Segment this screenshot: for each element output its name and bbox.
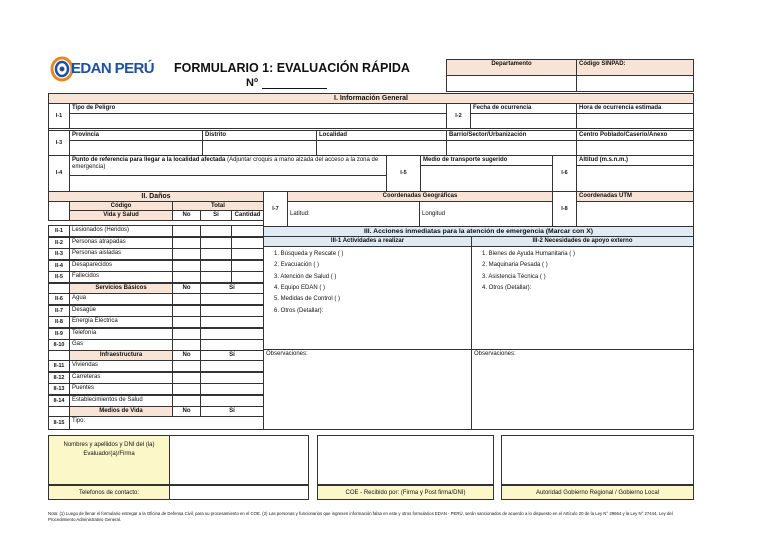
cantidad-header: Cantidad — [231, 210, 264, 221]
no-checkbox-cell[interactable] — [172, 328, 201, 340]
autoridad-label: Autoridad Gobierno Regional / Gobierno Local — [501, 485, 694, 500]
section-3-title: III. Acciones inmediatas para la atención de emergencia (Marcar con X) — [263, 226, 694, 237]
row-label: Desagüe — [69, 305, 173, 317]
no-checkbox-cell[interactable] — [172, 316, 201, 328]
telefonos-field[interactable] — [169, 485, 309, 500]
telefonos-label: Telefonos de contacto: — [48, 485, 170, 500]
row-code-ii15: II-15 — [48, 416, 70, 430]
si-checkbox-cell[interactable] — [200, 260, 232, 272]
row-label: Gas — [69, 339, 173, 351]
row-code: II-4 — [48, 260, 70, 272]
barrio-label: Barrio/Sector/Urbanización — [446, 130, 577, 141]
form-number-line — [262, 88, 327, 89]
section-2-corner — [48, 201, 70, 221]
localidad-label: Localidad — [316, 130, 447, 141]
medios-vida-header: Medios de Vida — [69, 406, 173, 417]
row-code-i3: I-3 — [48, 130, 70, 156]
no-checkbox-cell[interactable] — [172, 248, 201, 260]
row-code: II-7 — [48, 305, 70, 317]
checklist-item[interactable]: 4. Equipo EDAN ( ) — [274, 284, 326, 291]
codigo-header: Código — [69, 201, 173, 211]
cantidad-field[interactable] — [231, 237, 264, 249]
row-code-i2: I-2 — [446, 103, 471, 129]
row-code: II-3 — [48, 248, 70, 260]
row-code-i1: I-1 — [48, 103, 70, 129]
observaciones-2[interactable]: Observaciones: — [471, 349, 694, 430]
row-code-i8: I-8 — [552, 191, 577, 227]
section-2-title: II. Daños — [48, 191, 264, 202]
coord-geo-header: Coordenadas Geográficas — [287, 191, 553, 202]
tipo-peligro-field[interactable] — [69, 113, 447, 129]
si-checkbox-cell[interactable] — [200, 395, 264, 407]
observaciones-1[interactable]: Observaciones: — [263, 349, 472, 430]
fecha-field[interactable] — [470, 113, 577, 129]
punto-referencia-label — [69, 155, 387, 176]
row-code: II-10 — [48, 339, 70, 351]
no-checkbox-cell[interactable] — [172, 395, 201, 407]
row-label: Establecimientos de Salud — [69, 395, 173, 407]
row-label: Viviendas — [69, 360, 173, 372]
localidad-field[interactable] — [316, 140, 447, 156]
total-header: Total — [172, 201, 264, 211]
row-label: Personas atrapadas — [69, 237, 173, 249]
checklist-item[interactable]: 5. Medidas de Control ( ) — [274, 296, 341, 303]
no-header-medios: No — [172, 406, 201, 417]
row-label: Fallecidos — [69, 271, 173, 283]
cantidad-field[interactable] — [231, 248, 264, 260]
checklist-item[interactable]: 6. Otros (Detallar): — [274, 307, 324, 314]
si-checkbox-cell[interactable] — [200, 225, 232, 237]
no-checkbox-cell[interactable] — [172, 305, 201, 317]
coe-signature-field[interactable] — [317, 435, 494, 485]
evaluador-signature-field[interactable] — [169, 435, 309, 485]
si-checkbox-cell[interactable] — [200, 293, 264, 305]
row-code: II-8 — [48, 316, 70, 328]
no-checkbox-cell[interactable] — [172, 360, 201, 372]
hora-field[interactable] — [576, 113, 694, 129]
row-code: II-5 — [48, 271, 70, 283]
si-checkbox-cell[interactable] — [200, 328, 264, 340]
cantidad-field[interactable] — [231, 225, 264, 237]
tipo-field[interactable]: Tipo: — [69, 416, 264, 430]
no-header-infra: No — [172, 350, 201, 361]
coe-label: COE - Recibido por: (Firma y Post firma/DNI) — [317, 485, 494, 500]
no-checkbox-cell[interactable] — [172, 293, 201, 305]
no-checkbox-cell[interactable] — [172, 383, 201, 395]
fecha-label: Fecha de ocurrencia — [470, 103, 577, 114]
centro-label: Centro Poblado/Caserío/Anexo — [576, 130, 694, 141]
checklist-item[interactable]: 2. Maquinaria Pesada ( ) — [482, 262, 548, 269]
no-checkbox-cell[interactable] — [172, 225, 201, 237]
evaluador-label — [48, 435, 170, 485]
no-checkbox-cell[interactable] — [172, 271, 201, 283]
departamento-field[interactable] — [446, 75, 577, 92]
altitud-label: Altitud (m.s.n.m.) — [576, 155, 694, 166]
si-checkbox-cell[interactable] — [200, 237, 232, 249]
si-header-medios: Sí — [200, 406, 264, 417]
section-1-title: I. Información General — [48, 93, 694, 104]
tipo-peligro-label: Tipo de Peligro — [69, 103, 447, 114]
checklist-item[interactable]: 2. Evacuación ( ) — [274, 262, 320, 269]
row-label: Personas aisladas — [69, 248, 173, 260]
servicios-header: Servicios Básicos — [69, 283, 173, 294]
row-code: II-2 — [48, 237, 70, 249]
checklist-item[interactable]: 3. Atención de Salud ( ) — [274, 273, 337, 280]
provincia-label: Provincia — [69, 130, 203, 141]
row-code-i4: I-4 — [48, 155, 70, 192]
cantidad-field[interactable] — [231, 271, 264, 283]
vida-salud-header: Vida y Salud — [69, 210, 173, 221]
infraestructura-header: Infraestructura — [69, 350, 173, 361]
centro-field[interactable] — [576, 140, 694, 156]
checklist-item[interactable]: 1. Búsqueda y Rescate ( ) — [274, 251, 344, 257]
row-label: Agua — [69, 293, 173, 305]
edan-logo — [50, 56, 160, 84]
altitud-field[interactable] — [576, 165, 694, 192]
coord-utm-header: Coordenadas UTM — [576, 191, 694, 202]
distrito-field[interactable] — [202, 140, 317, 156]
row-label: Carreteras — [69, 372, 173, 384]
row-code: II-9 — [48, 328, 70, 340]
punto-referencia-field[interactable] — [69, 175, 387, 192]
si-checkbox-cell[interactable] — [200, 360, 264, 372]
row-label: Desaparecidos — [69, 260, 173, 272]
row-code: II-6 — [48, 293, 70, 305]
hora-label: Hora de ocurrencia estimada — [576, 103, 694, 114]
si-checkbox-cell[interactable] — [200, 305, 264, 317]
si-checkbox-cell[interactable] — [200, 383, 264, 395]
row-code-i5: I-5 — [386, 155, 421, 192]
codigo-sinpad-field[interactable] — [576, 75, 694, 92]
punto-referencia-note: (Adjuntar croquis a mano alzada del acceso a la zona de emergencia) — [72, 157, 379, 170]
form-number-label: Nº — [246, 77, 258, 89]
departamento-header: Departamento — [446, 59, 577, 76]
row-code: II-13 — [48, 383, 70, 395]
checklist-item[interactable]: 3. Asistencia Técnica ( ) — [482, 273, 546, 280]
evaluador-text: Nombres y apellidos y DNI del (la) Evaluador(a)/Firma — [63, 442, 155, 457]
medio-transporte-field[interactable] — [420, 165, 553, 192]
cantidad-field[interactable] — [231, 260, 264, 272]
row-code: II-12 — [48, 372, 70, 384]
no-header-vida: No — [172, 210, 201, 221]
medio-transporte-label: Medio de transporte sugerido — [420, 155, 553, 166]
logo-text: EDAN PERÚ — [71, 60, 154, 77]
checklist-item[interactable]: 4. Otros (Detallar): — [482, 284, 532, 291]
utm-field[interactable] — [576, 201, 694, 227]
provincia-field[interactable] — [69, 140, 203, 156]
autoridad-signature-field[interactable] — [501, 435, 694, 485]
row-label: Telefonía — [69, 328, 173, 340]
si-checkbox-cell[interactable] — [200, 248, 232, 260]
codigo-sinpad-label: Código SINPAD: — [576, 59, 694, 76]
row-code: II-14 — [48, 395, 70, 407]
row-label: Lesionados (Heridos) — [69, 225, 173, 237]
row-code-i6: I-6 — [552, 155, 577, 192]
longitud-field[interactable]: Longitud — [419, 201, 553, 227]
no-checkbox-cell[interactable] — [172, 260, 201, 272]
no-checkbox-cell[interactable] — [172, 372, 201, 384]
row-code: II-1 — [48, 225, 70, 237]
no-checkbox-cell[interactable] — [172, 237, 201, 249]
row-code: II-11 — [48, 360, 70, 372]
barrio-field[interactable] — [446, 140, 577, 156]
si-header-vida: Sí — [200, 210, 232, 221]
row-label: Puentes — [69, 383, 173, 395]
footer-note: Nota: (1) Luego de llenar el formulario entregar a la Oficina de Defensa Civil, para su procesamiento en el COE. (2) Las personas y funcionarios que ingresen información falsa en este y otros formularios EDAN - PERÚ, serán sancionados de acuerdo a lo dispuesto en el Artículo 20 de la Ley N° 29664 y la Ley N° 27444, Ley del Procedimiento Administrativo General. — [48, 511, 673, 522]
si-checkbox-cell[interactable] — [200, 316, 264, 328]
row-code-i7: I-7 — [263, 191, 288, 227]
row-label: Energía Eléctrica — [69, 316, 173, 328]
col2-title: III-2 Necesidades de apoyo externo — [471, 236, 694, 247]
punto-referencia-text: Punto de referencia para llegar a la localidad afectada — [72, 157, 226, 163]
si-checkbox-cell[interactable] — [200, 372, 264, 384]
latitud-field[interactable]: Latitud: — [287, 201, 420, 227]
no-header-serv: No — [172, 283, 201, 294]
si-checkbox-cell[interactable] — [200, 271, 232, 283]
col1-title: III-1 Actividades a realizar — [263, 236, 472, 247]
si-header-serv: Sí — [200, 283, 264, 294]
si-header-infra: Sí — [200, 350, 264, 361]
distrito-label: Distrito — [202, 130, 317, 141]
form-title: FORMULARIO 1: EVALUACIÓN RÁPIDA — [174, 61, 410, 75]
checklist-item[interactable]: 1. Bienes de Ayuda Humanitaria ( ) — [482, 251, 575, 257]
